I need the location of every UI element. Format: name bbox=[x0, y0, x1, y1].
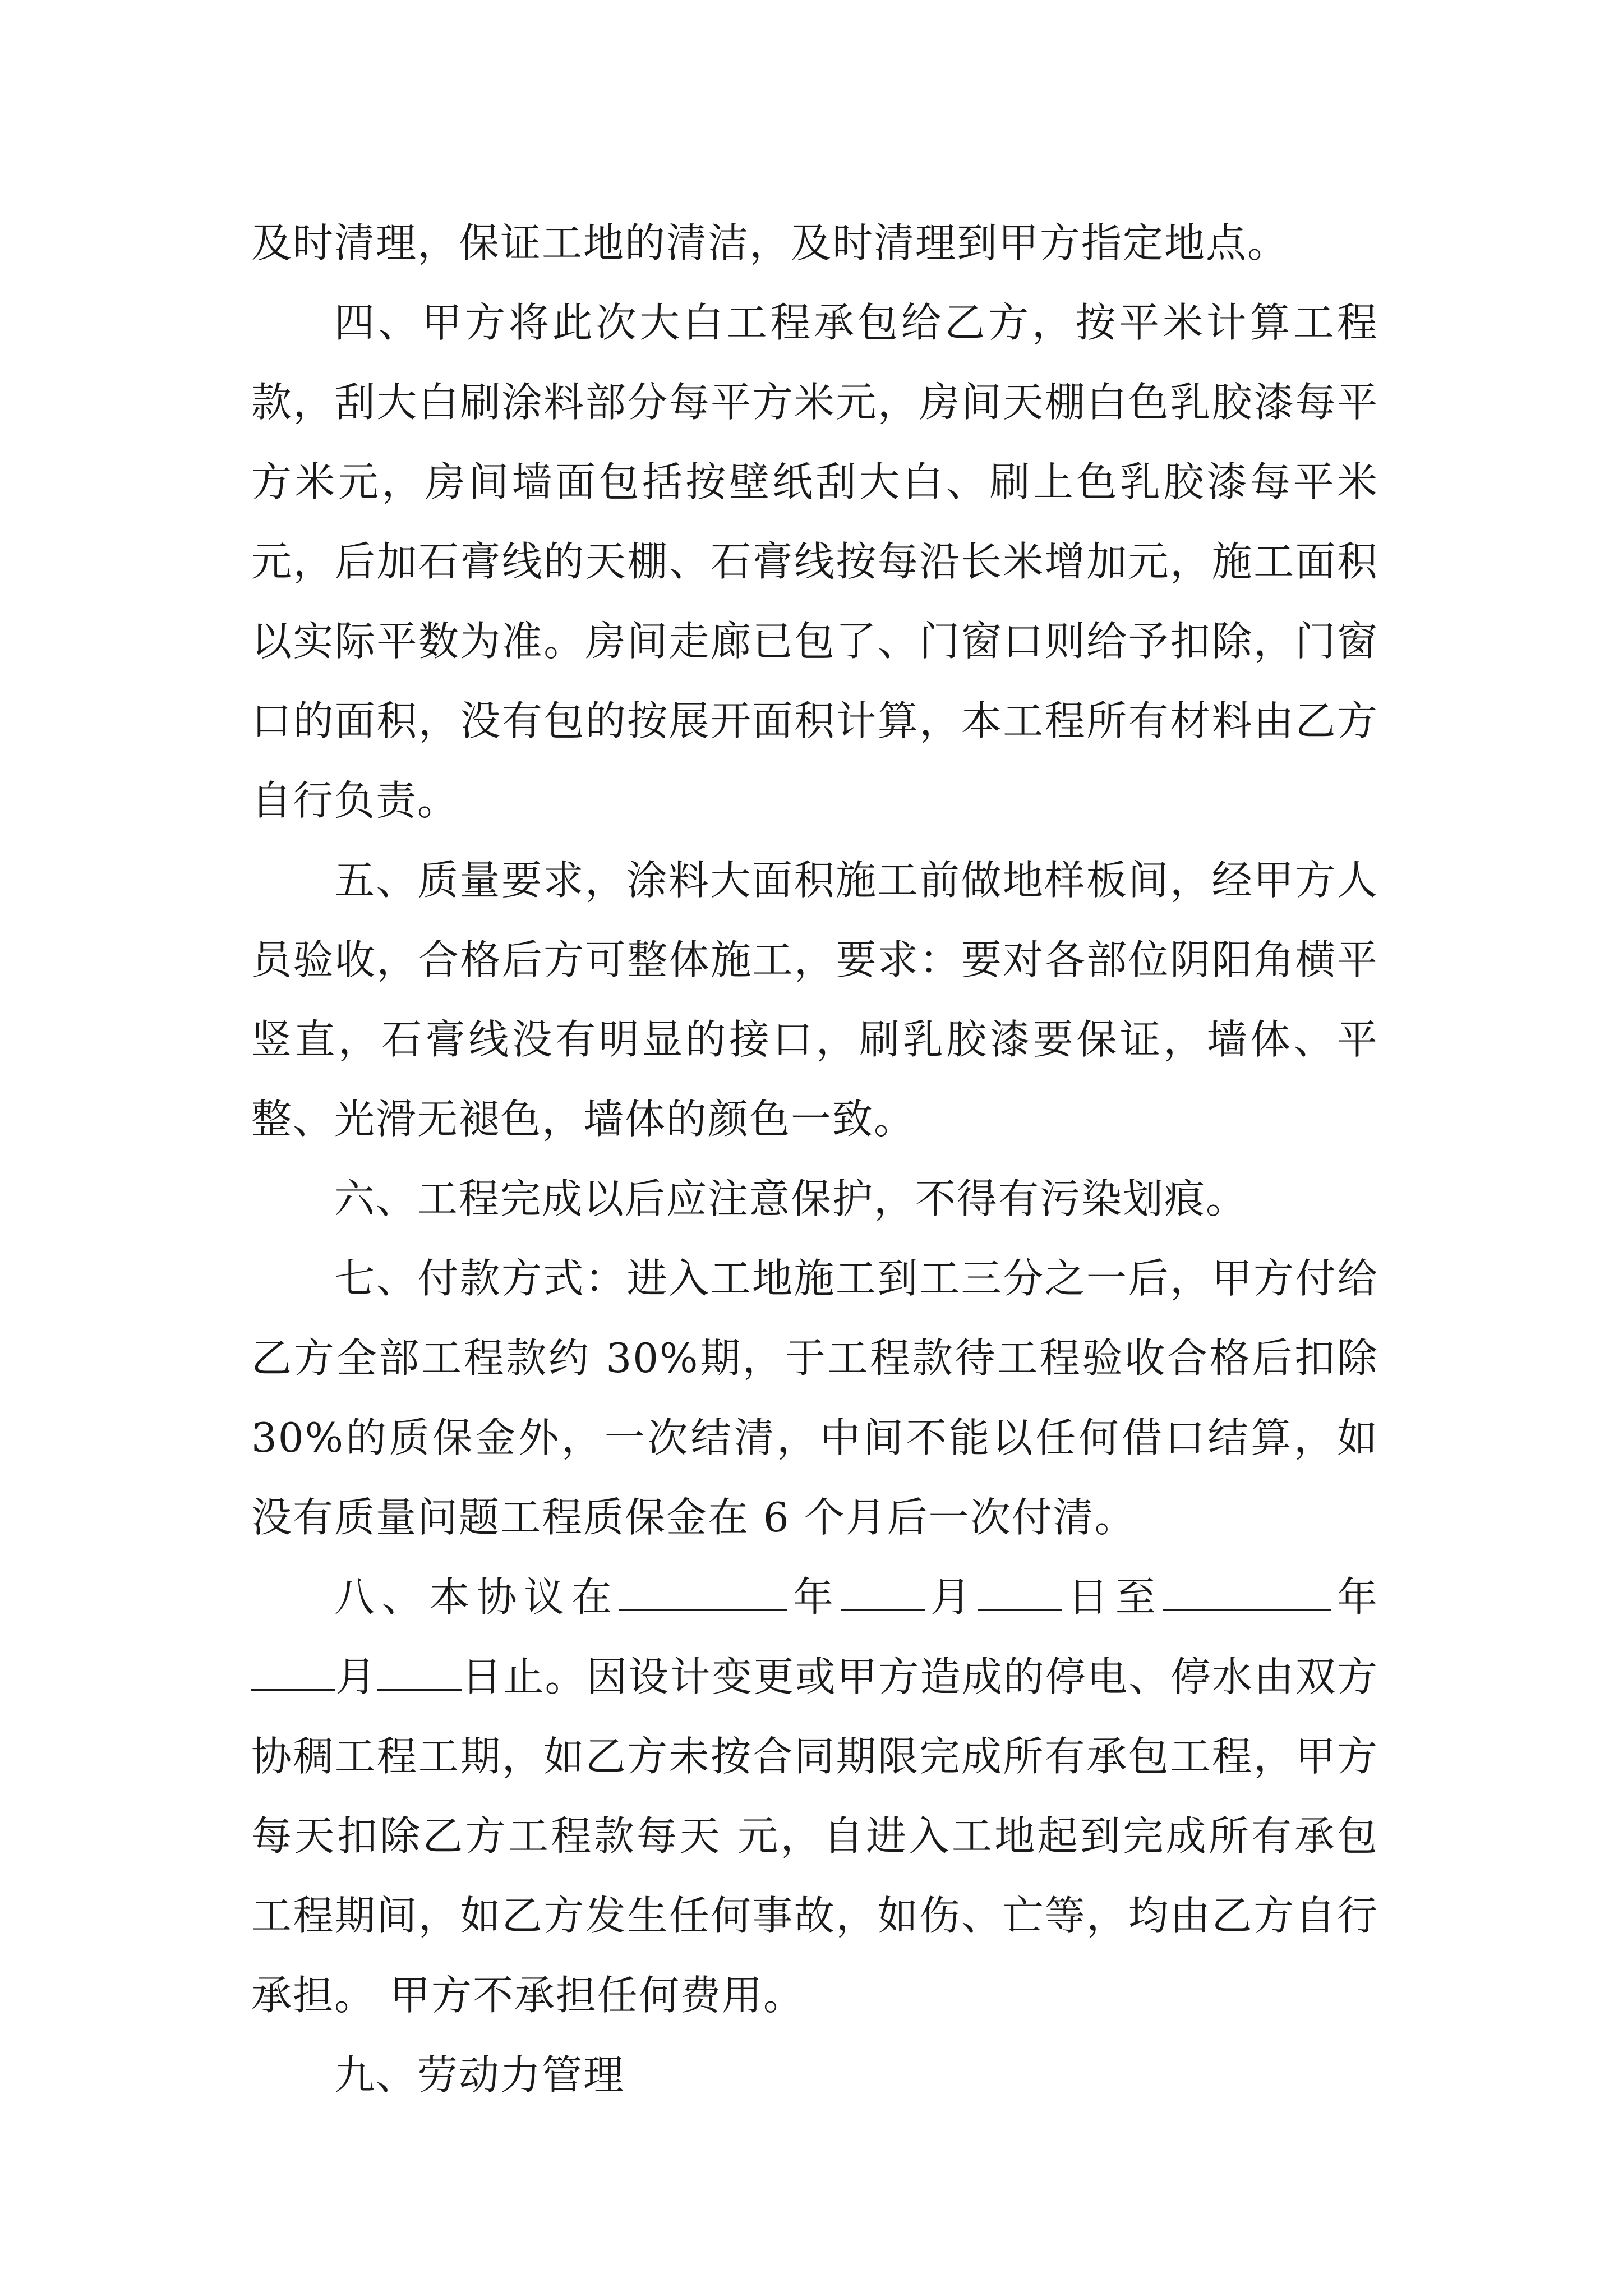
paragraph-section-7: 七、付款方式：进入工地施工到工三分之一后，甲方付给乙方全部工程款约 30%期，于工程款待工程验收合格后扣除 30%的质保金外，一次结清，中间不能以任何借口结算，如没有质量问题工程质保金在 6 个月后一次付清。 bbox=[251, 1255, 1378, 1541]
start-month-blank bbox=[841, 1575, 925, 1611]
document-body bbox=[251, 203, 1378, 2115]
paragraph-section-9: 九、劳动力管理 bbox=[334, 2051, 625, 2099]
section-8-prefix: 八、本协议在 bbox=[334, 1573, 619, 1621]
paragraph-section-8 bbox=[251, 1557, 1378, 2035]
paragraph-section-6: 六、工程完成以后应注意保护，不得有污染划痕。 bbox=[334, 1175, 1248, 1222]
paragraph-continuation: 及时清理，保证工地的清洁，及时清理到甲方指定地点。 bbox=[251, 219, 1289, 266]
end-month-label: 月 bbox=[335, 1653, 377, 1700]
end-day-blank bbox=[377, 1654, 462, 1691]
end-month-blank bbox=[251, 1654, 335, 1691]
start-year-blank bbox=[619, 1575, 787, 1611]
start-day-blank bbox=[978, 1575, 1062, 1611]
start-month-label: 月 bbox=[924, 1573, 978, 1621]
section-8-suffix: 日止。因设计变更或甲方造成的停电、停水由双方协稠工程工期，如乙方未按合同期限完成所有承包工程，甲方每天扣除乙方工程款每天 元，自进入工地起到完成所有承包工程期间，如乙方发生任何事故，如伤、亡等，均由乙方自行承担。 甲方不承担任何费用。 bbox=[251, 1653, 1378, 2019]
end-year-blank bbox=[1163, 1575, 1331, 1611]
end-year-label: 年 bbox=[1331, 1573, 1378, 1621]
start-day-label: 日至 bbox=[1062, 1573, 1163, 1621]
start-year-label: 年 bbox=[787, 1573, 841, 1621]
paragraph-section-4: 四、甲方将此次大白工程承包给乙方，按平米计算工程款，刮大白刷涂料部分每平方米元，房间天棚白色乳胶漆每平方米元，房间墙面包括按壁纸刮大白、刷上色乳胶漆每平米 元，后加石膏线的天棚、石膏线按每沿长米增加元，施工面积以实际平数为准。房间走廊已包了、门窗口则给予扣除，门窗口的面积，没有包的按展开面积计算，本工程所有材料由乙方自行负责。 bbox=[251, 299, 1378, 824]
paragraph-section-5: 五、质量要求，涂料大面积施工前做地样板间，经甲方人员验收，合格后方可整体施工，要求：要对各部位阴阳角横平竖直，石膏线没有明显的接口，刷乳胶漆要保证，墙体、平整、光滑无褪色，墙体的颜色一致。 bbox=[251, 857, 1378, 1143]
